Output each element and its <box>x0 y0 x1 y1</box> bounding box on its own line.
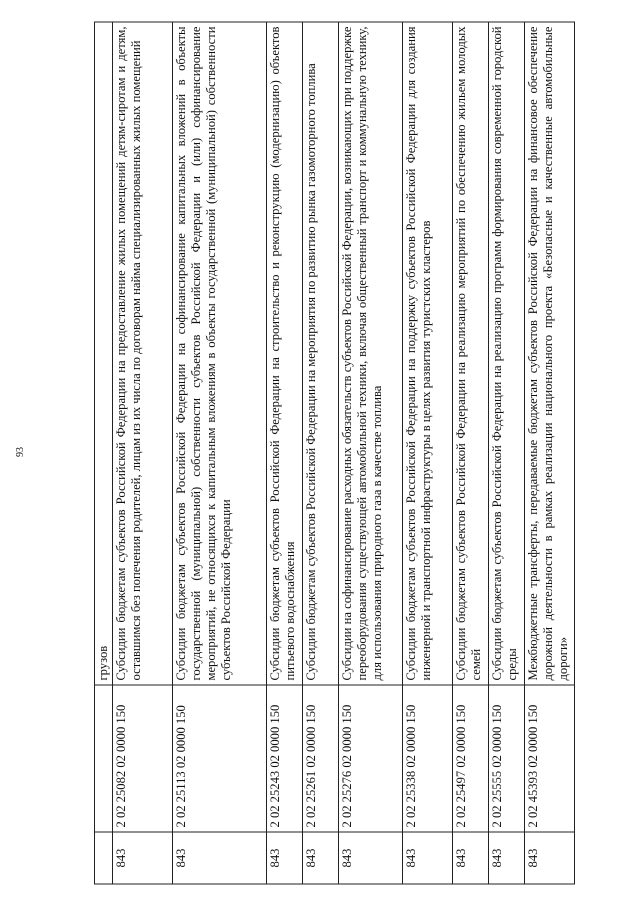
budget-revenue-table <box>94 21 575 884</box>
revenue-name-cell: Субсидии бюджетам субъектов Российской Федерации на реализацию мероприятий по обеспечению жильем молодых семей <box>453 22 489 685</box>
budget-code-cell: 2 02 25338 02 0000 150 <box>403 685 453 832</box>
table-row <box>267 22 303 884</box>
budget-code-cell <box>95 685 113 832</box>
budget-code-cell: 2 02 25497 02 0000 150 <box>453 685 489 832</box>
revenue-name-cell: Субсидии бюджетам субъектов Российской Федерации на строительство и реконструкцию (модернизацию) объектов питьевого водоснабжения <box>267 22 303 685</box>
table-row <box>173 22 267 884</box>
revenue-name-cell: Субсидии бюджетам субъектов Российской Федерации на реализацию программ формирования современной городской среды <box>489 22 525 685</box>
revenue-name-cell: Субсидии на софинансирование расходных обязательств субъектов Российской Федерации, возникающих при поддержке переоборудования существующей автомобильной техники, включая общественный транспорт и коммунальную технику, для использования природного газа в качестве топлива <box>339 22 403 685</box>
budget-code-cell: 2 02 25082 02 0000 150 <box>113 685 173 832</box>
admin-code-cell: 843 <box>303 832 339 884</box>
admin-code-cell: 843 <box>339 832 403 884</box>
budget-code-cell: 2 02 45393 02 0000 150 <box>525 685 575 832</box>
admin-code-cell: 843 <box>525 832 575 884</box>
page-number: 93 <box>15 447 26 457</box>
table-row <box>489 22 525 884</box>
budget-code-cell: 2 02 25276 02 0000 150 <box>339 685 403 832</box>
rotated-page-content <box>94 21 570 884</box>
table-row <box>113 22 173 884</box>
revenue-name-cell: Субсидии бюджетам субъектов Российской Федерации на поддержку субъектов Российской Федерации для создания инженерной и транспортной инфраструктуры в целях развития туристских кластеров <box>403 22 453 685</box>
table-row <box>303 22 339 884</box>
admin-code-cell: 843 <box>267 832 303 884</box>
admin-code-cell: 843 <box>113 832 173 884</box>
table-row <box>453 22 489 884</box>
admin-code-cell: 843 <box>403 832 453 884</box>
budget-code-cell: 2 02 25555 02 0000 150 <box>489 685 525 832</box>
revenue-name-cell: Субсидии бюджетам субъектов Российской Федерации на мероприятия по развитию рынка газомоторного топлива <box>303 22 339 685</box>
admin-code-cell: 843 <box>489 832 525 884</box>
budget-code-cell: 2 02 25243 02 0000 150 <box>267 685 303 832</box>
table-row <box>339 22 403 884</box>
revenue-name-cell: Субсидии бюджетам субъектов Российской Федерации на предоставление жилых помещений детям-сиротам и детям, оставшимся без попечения родителей, лицам из их числа по договорам найма специализированных жилых помещений <box>113 22 173 685</box>
admin-code-cell: 843 <box>453 832 489 884</box>
table-row-continuation <box>95 22 113 884</box>
revenue-name-cell: Межбюджетные трансферты, передаваемые бюджетам субъектов Российской Федерации на финансовое обеспечение дорожной деятельности в рамках реализации национального проекта «Безопасные и качественные автомобильные дороги» <box>525 22 575 685</box>
admin-code-cell <box>95 832 113 884</box>
admin-code-cell: 843 <box>173 832 267 884</box>
table-row <box>525 22 575 884</box>
budget-code-cell: 2 02 25113 02 0000 150 <box>173 685 267 832</box>
budget-code-cell: 2 02 25261 02 0000 150 <box>303 685 339 832</box>
table-row <box>403 22 453 884</box>
revenue-name-cell: грузов <box>95 22 113 685</box>
revenue-name-cell: Субсидии бюджетам субъектов Российской Федерации на софинансирование капитальных вложений в объекты государственной (муниципальной) собственности субъектов Российской Федерации и (или) софинансирование мероприятий, не относящихся к капитальным вложениям в объекты государственной (муниципальной) собственности субъектов Российской Федерации <box>173 22 267 685</box>
